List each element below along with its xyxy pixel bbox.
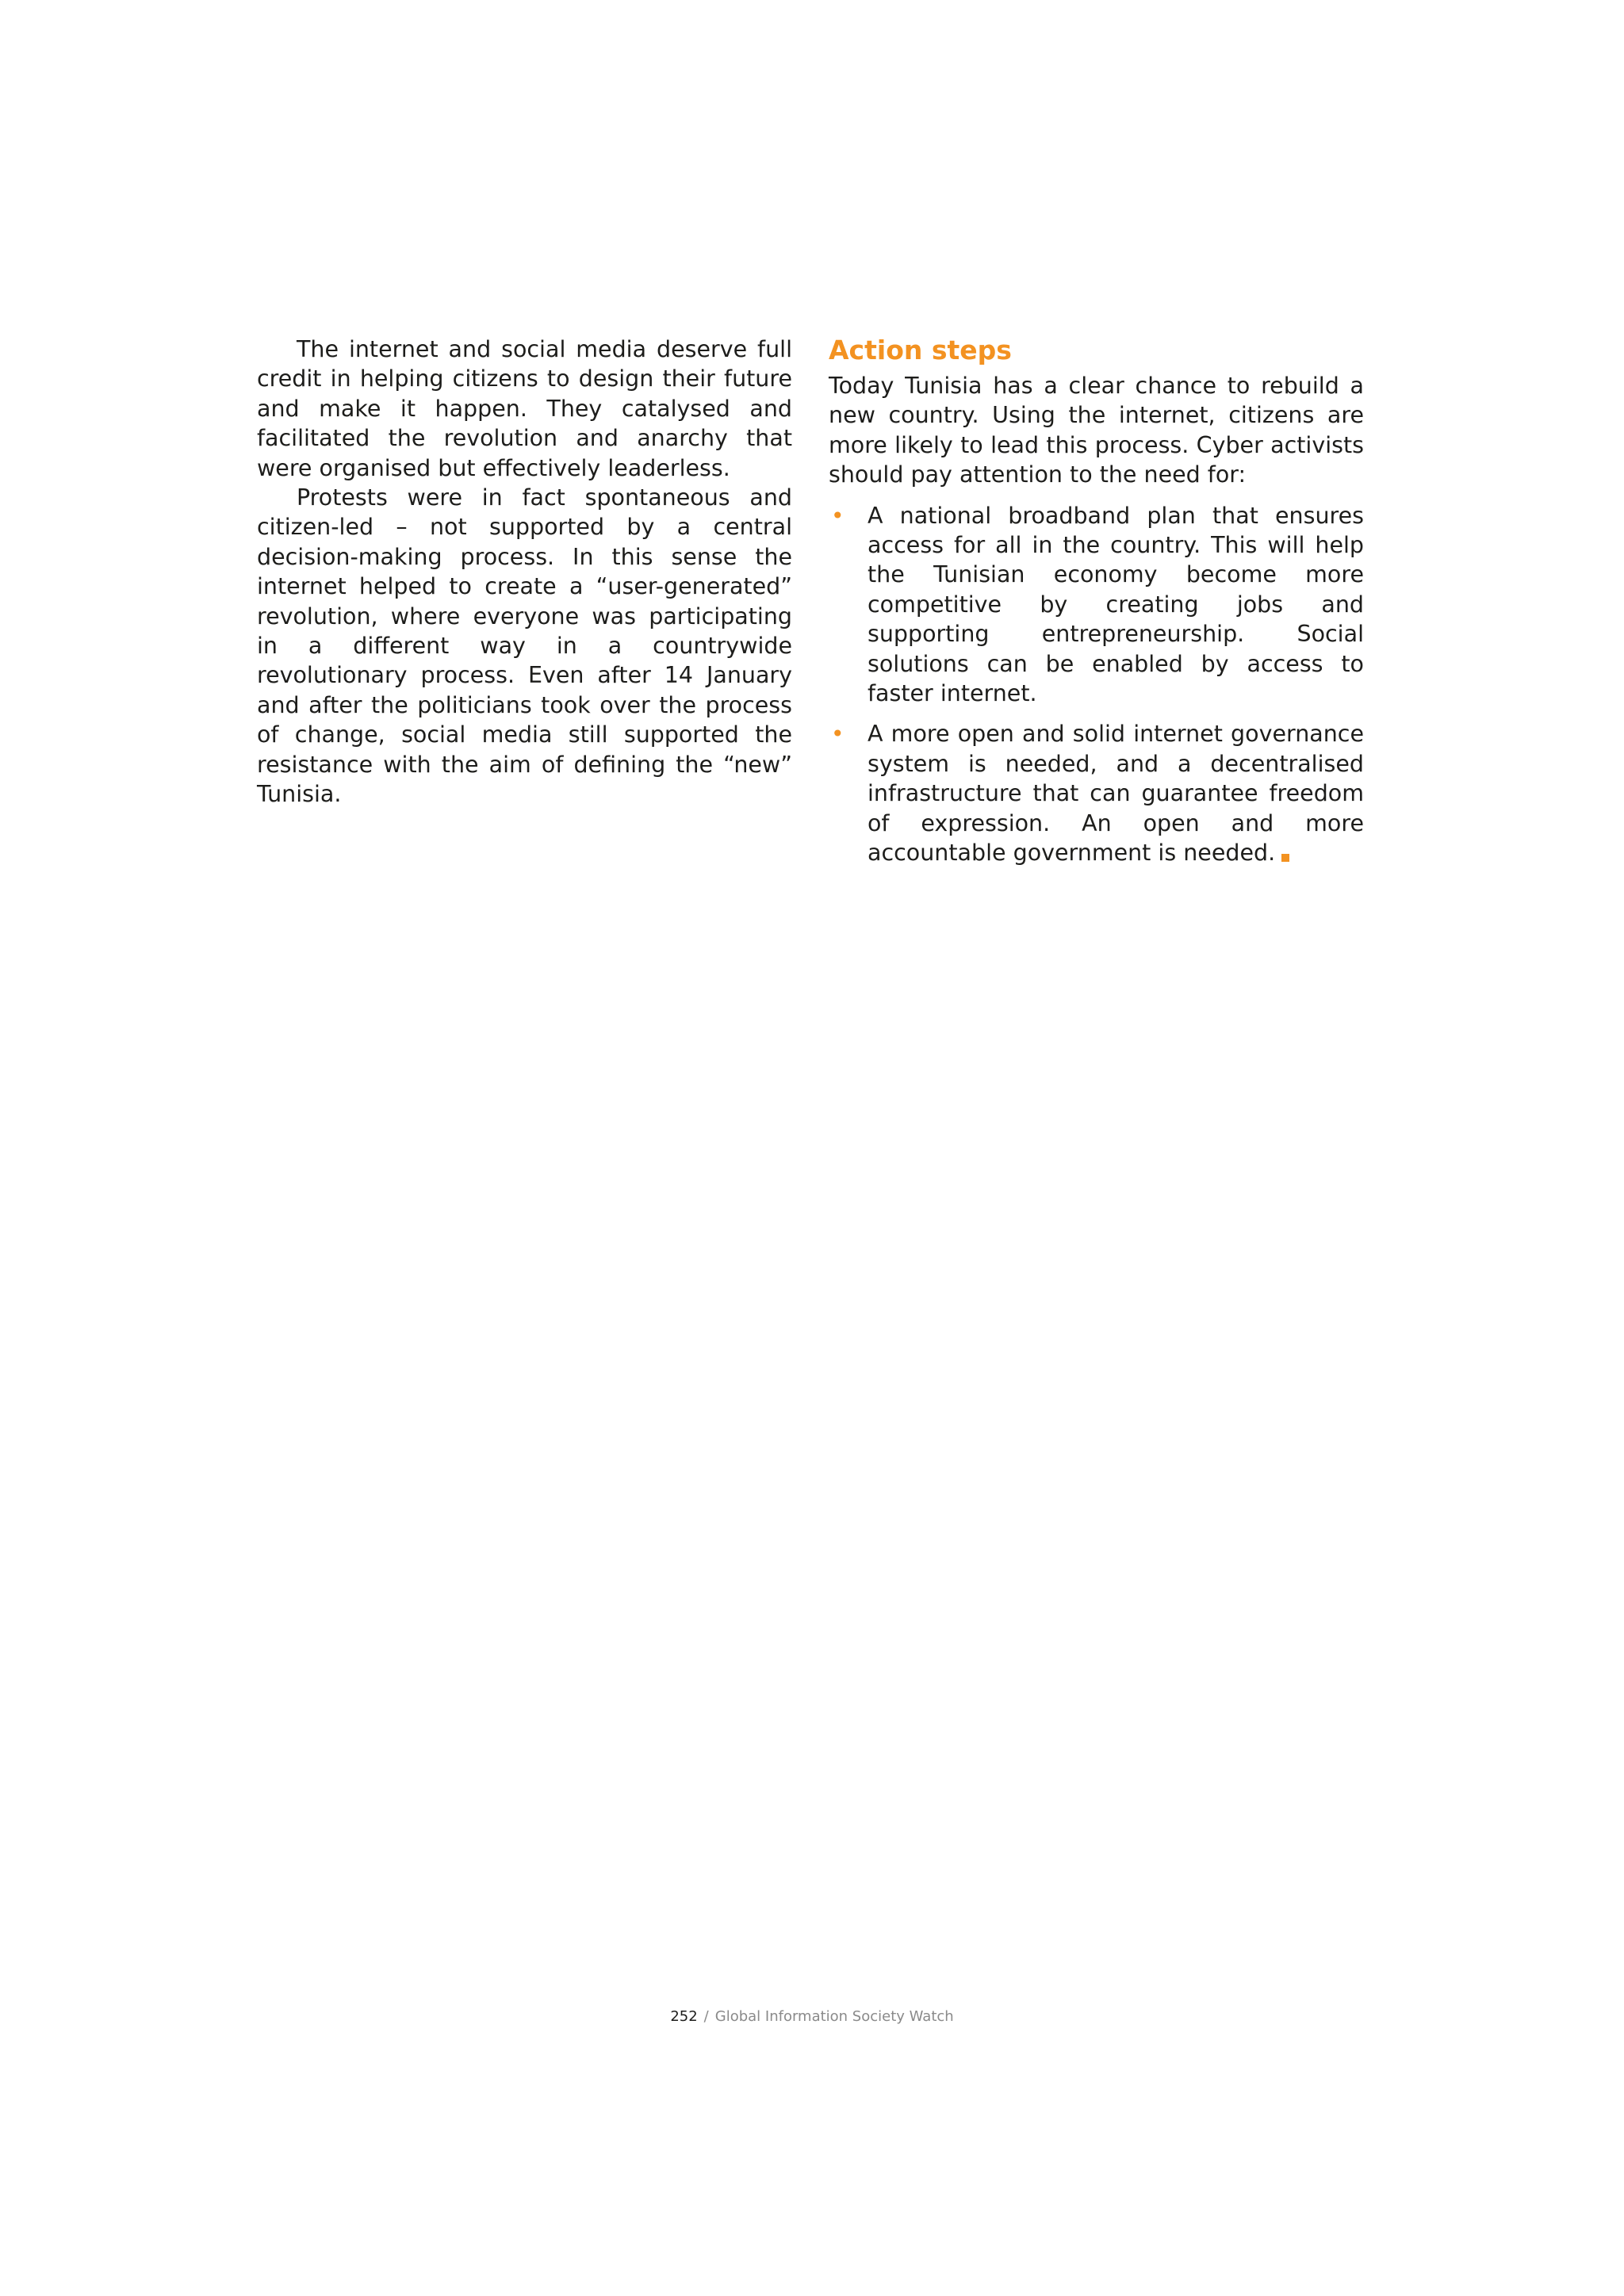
body-paragraph: Protests were in fact spontaneous and citizen-led – not supported by a central decision-making process. In this sense the internet helped to create a “user-generated” revolution, where everyone was participating in a different way in a countrywide revolutionary process. Even after 14 January and after the politicians took over the process of change, social media still supported the resistance with the aim of defining the “new” Tunisia. bbox=[257, 484, 792, 808]
page-footer bbox=[0, 2008, 1624, 2026]
page-number: 252 bbox=[670, 2008, 698, 2025]
left-column bbox=[257, 335, 792, 809]
list-item-text: A national broadband plan that ensures access for all in the country. This will help the Tunisian economy become more competitive by creating jobs and supporting entrepreneurship. Social solutions can be enabled by access to faster internet. bbox=[868, 502, 1364, 707]
action-steps-list bbox=[829, 501, 1364, 868]
footer-separator: / bbox=[703, 2008, 709, 2025]
list-item-text: A more open and solid internet governance system is needed, and a decentralised infrastructure that can guarantee freedom of expression. An open and more accountable government is needed. bbox=[868, 721, 1364, 867]
end-of-article-icon bbox=[1281, 854, 1289, 862]
bullet-icon: • bbox=[831, 502, 845, 529]
list-item bbox=[829, 501, 1364, 709]
right-column bbox=[829, 335, 1364, 879]
bullet-icon: • bbox=[831, 721, 845, 748]
body-paragraph: The internet and social media deserve full credit in helping citizens to design their future and make it happen. They catalysed and facilitated the revolution and anarchy that were organised but effectively leaderless. bbox=[257, 336, 792, 481]
section-heading: Action steps bbox=[829, 335, 1012, 365]
intro-paragraph: Today Tunisia has a clear chance to rebuild a new country. Using the internet, citizens are more likely to lead this process. Cyber activists should pay attention to the need for: bbox=[829, 373, 1364, 488]
list-item bbox=[829, 719, 1364, 867]
publication-title: Global Information Society Watch bbox=[714, 2008, 954, 2025]
